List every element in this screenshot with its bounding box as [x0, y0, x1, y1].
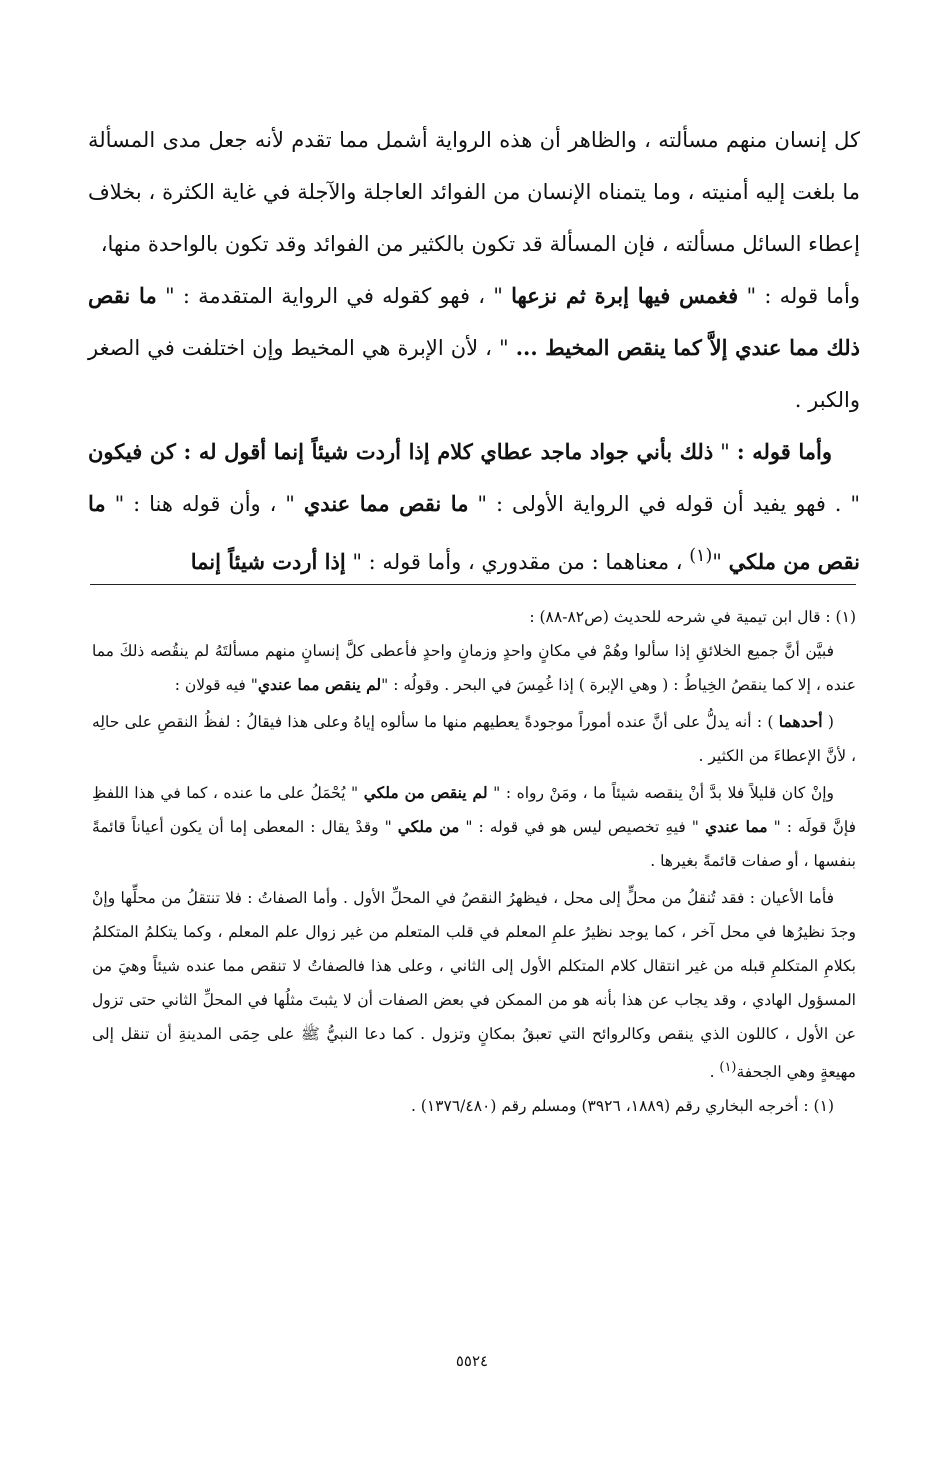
hadith-quote: فغمس فيها إبرة ثم نزعها: [511, 283, 739, 308]
text-run: فأما الأعيان : فقد تُنقلُ من محلٍّ إلى محل ، فيظهرُ النقصُ في المحلِّ الأول . وأما الصفاتُ : فلا تنتقلُ من محلِّها وإنْ وجدَ نظيرُها في محل آخر ، كما يوجد نظيرُ علمِ المعلم في قلب المتعلم من غير زوال علم المعلم ، وكما يتكلمُ المتكلمُ بكلامِ المتكلمِ قبله من غير انتقال كلام المتكلم الأول إلى الثاني ، وعلى هذا فالصفاتُ لا تنقص مما عنده شيئاً وهيَ من المسؤول الهادي ، وقد يجاب عن هذا بأنه هو من الممكن في بعض الصفات أن لا يثبتَ مثلُها في المحلِّ الثاني حتى تزول عن الأول ، كاللون الذي ينقص وكالروائح التي تعبقُ بمكانٍ وتزول . كما دعا النبيُّ ﷺ على حِمَى المدينةِ أن تنقل إلى مهيعةٍ وهي الجحفة: [92, 889, 856, 1082]
text-run: وإنْ كان قليلاً فلا بدَّ أنْ ينقصه شيئاً ما ، ومَنْ رواه : ": [493, 784, 835, 802]
footnote-paragraph-4: [92, 881, 856, 1089]
footnotes: [92, 600, 856, 1123]
text-run: " ، وأن قوله هنا : ": [114, 492, 295, 516]
text-run: (: [827, 713, 834, 731]
hadith-quote: ما نقص من ملكي: [88, 491, 860, 574]
footnote-heading: (١) : قال ابن تيمية في شرحه للحديث (ص٨٢-٨٨) :: [529, 608, 856, 626]
text-run: كل إنسان منهم مسألته ، والظاهر أن هذه الرواية أشمل مما تقدم لأنه جعل مدى المسألة ما بلغت إليه أمنيته ، وما يتمناه الإنسان من الفوائد العاجلة والآجلة في غاية الكثرة ، بخلاف إعطاء السائل مسألته ، فإن المسألة قد تكون بالكثير من الفوائد وقد تكون بالواحدة منها،: [88, 128, 860, 256]
hadith-quote: ما نقص مما عندي: [303, 491, 469, 516]
text-run: " يُحْمَلُ على ما عنده ، كما في هذا اللفظِ فإنَّ قولَه : ": [92, 784, 857, 836]
footnote-paragraph-1: [92, 634, 856, 702]
text-run: .: [709, 1063, 720, 1082]
sub-footnote: (١) : أخرجه البخاري رقم (١٨٨٩، ٣٩٢٦) ومسلم رقم (١٣٧٦/٤٨٠) .: [410, 1097, 834, 1116]
quote-bold: لم ينقص مما عندي: [257, 675, 382, 694]
footnote-separator: [90, 584, 856, 585]
text-run: ": [720, 440, 737, 464]
text-run: " ، فهو كقوله في الرواية المتقدمة : ": [164, 284, 503, 308]
text-run: " . فهو يفيد أن قوله في الرواية الأولى : ": [477, 492, 861, 516]
quote-bold: من ملكي: [397, 817, 460, 836]
text-run: ) : أنه يدلُّ على أنَّ عنده أموراً موجودةً يعطيهم منها ما سألوه إياهُ وعلى هذا فيقالُ : لفظُ النقصِ على حالِه ، لأنَّ الإعطاءَ من الكثير .: [92, 713, 856, 765]
quote-bold: لم ينقص من ملكي: [363, 783, 488, 802]
main-paragraph-3: [88, 426, 860, 588]
text-run: فبيَّن أنَّ جميع الخلائقِ إذا سألوا وهُمْ في مكانٍ واحدٍ وزمانٍ واحدٍ فأعطى كلَّ إنسانٍ منهم مسألتَهُ لم ينقُصه ذلكَ مما عنده ، إلا كما ينقصُ الخِياطُ : ( وهي الإبرة ) إذا غُمِسَ في البحر . وقولُه : ": [92, 642, 856, 694]
text-run: ، معناهما : من مقدوري ، وأما قوله : ": [352, 550, 690, 574]
hadith-quote: ما نقص ذلك مما عندي إلاَّ كما ينقص المخيط ...: [88, 283, 860, 360]
text-run: " فيهِ تخصيص ليس هو في قوله : ": [465, 818, 699, 836]
footnote-paragraph-3: [92, 776, 856, 878]
text-run: " فيه قولان :: [174, 676, 258, 694]
hadith-quote: ذلك بأني جواد ماجد عطاي كلام إذا أردت شيئاً إنما أقول له : كن فيكون: [88, 439, 714, 464]
footnote-ref[interactable]: (١): [689, 546, 713, 566]
main-paragraph-1: [88, 114, 860, 270]
text-run: وأما قوله : ": [746, 284, 860, 308]
quote-bold: مما عندي: [704, 817, 768, 836]
text-run: " وقدْ يقال : المعطى إما أن يكون أعياناً قائمةً بنفسها ، أو صفات قائمةً بغيرها .: [92, 818, 856, 870]
page-number: ٥٥٢٤: [455, 1352, 489, 1370]
footnote-paragraph-2: [92, 705, 856, 773]
text-run: ": [712, 550, 722, 574]
main-text: [88, 114, 860, 588]
quote-bold: أحدهما: [778, 712, 823, 731]
text-run: " ، لأن الإبرة هي المخيط وإن اختلفت في الصغر والكبر .: [88, 336, 860, 412]
main-paragraph-2: [88, 270, 860, 426]
bold-lead: وأما قوله :: [736, 439, 832, 464]
hadith-quote: إذا أردت شيئاً إنما: [190, 549, 346, 574]
footnote-ref[interactable]: (١): [719, 1060, 737, 1075]
